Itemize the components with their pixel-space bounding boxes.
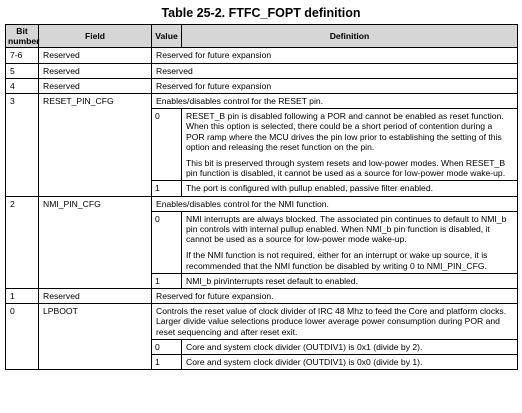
bit-cell: 5 — [6, 63, 39, 78]
table-row — [6, 48, 518, 63]
bit-cell: 2 — [6, 196, 39, 288]
bit-cell: 0 — [6, 304, 39, 370]
value-definition-cell: The port is configured with pullup enabled, passive filter enabled. — [182, 181, 518, 196]
value-cell: 0 — [152, 109, 182, 181]
field-cell: RESET_PIN_CFG — [39, 94, 152, 197]
field-cell: NMI_PIN_CFG — [39, 196, 152, 288]
value-definition-cell: NMI_b pin/interrupts reset default to enabled. — [182, 273, 518, 288]
definition-cell: Enables/disables control for the RESET pin. — [152, 94, 518, 109]
table-row — [6, 94, 518, 109]
field-cell: LPBOOT — [39, 304, 152, 370]
field-cell: Reserved — [39, 48, 152, 63]
definition-cell: Reserved for future expansion — [152, 78, 518, 93]
header-field: Field — [39, 25, 152, 48]
definition-cell: Controls the reset value of clock divider of IRC 48 Mhz to feed the Core and platform clocks. Larger divide value selections produce lower average power consumption during POR and reset sequencing and after reset exit. — [152, 304, 518, 340]
definition-cell: Reserved — [152, 63, 518, 78]
value-description: NMI interrupts are always blocked. The associated pin continues to default to NMI_b pin controls with internal pullup enabled. When NMI_b pin function is disabled, it cannot be used as a source for low-power mode wake-up. — [186, 213, 507, 245]
table-row — [6, 304, 518, 340]
value-cell: 0 — [152, 211, 182, 273]
value-cell: 1 — [152, 181, 182, 196]
bit-cell: 7-6 — [6, 48, 39, 63]
definition-cell: Reserved for future expansion. — [152, 289, 518, 304]
value-cell: 0 — [152, 339, 182, 354]
value-definition-cell — [182, 109, 518, 181]
table-row — [6, 196, 518, 211]
value-note: This bit is preserved through system resets and low-power modes. When RESET_B pin function is disabled, it cannot be used as a source for low-power mode wake-up. — [186, 158, 506, 179]
field-cell: Reserved — [39, 78, 152, 93]
value-definition-cell — [182, 211, 518, 273]
value-cell: 1 — [152, 273, 182, 288]
value-definition-cell: Core and system clock divider (OUTDIV1) is 0x1 (divide by 2). — [182, 339, 518, 354]
bit-cell: 1 — [6, 289, 39, 304]
table-row — [6, 63, 518, 78]
header-value: Value — [152, 25, 182, 48]
fopt-definition-table — [5, 24, 518, 370]
definition-cell: Reserved for future expansion — [152, 48, 518, 63]
table-title: Table 25-2. FTFC_FOPT definition — [161, 6, 361, 20]
bit-cell: 4 — [6, 78, 39, 93]
value-definition-cell: Core and system clock divider (OUTDIV1) is 0x0 (divide by 1). — [182, 355, 518, 370]
table-row — [6, 78, 518, 93]
bit-cell: 3 — [6, 94, 39, 197]
value-description: RESET_B pin is disabled following a POR and cannot be enabled as reset function. When this option is selected, there could be a short period of contention during a POR ramp where the MCU drives the pin low prior to establishing the setting of this option and releasing the reset function on the pin. — [186, 111, 504, 152]
header-definition: Definition — [182, 25, 518, 48]
field-cell: Reserved — [39, 63, 152, 78]
value-cell: 1 — [152, 355, 182, 370]
header-row — [6, 25, 518, 48]
header-bit-number: Bit number — [6, 25, 39, 48]
value-note: If the NMI function is not required, either for an interrupt or wake up source, it is recommended that the NMI function be disabled by writing 0 to NMI_PIN_CFG. — [186, 250, 488, 271]
table-row — [6, 289, 518, 304]
definition-cell: Enables/disables control for the NMI function. — [152, 196, 518, 211]
field-cell: Reserved — [39, 289, 152, 304]
